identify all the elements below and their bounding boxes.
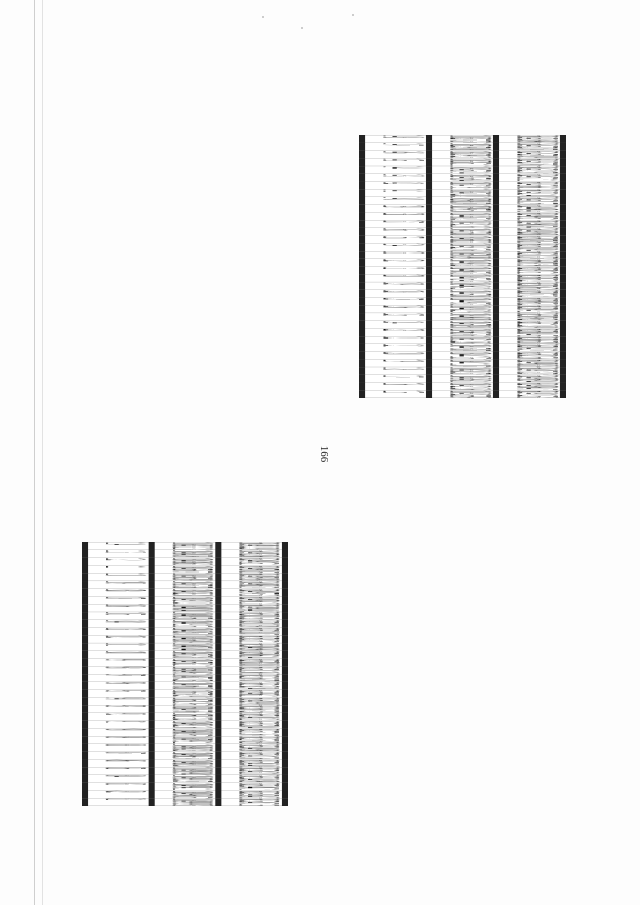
table-cell-x: 1083457.14 <box>429 166 496 174</box>
table-cell-number: 118 <box>362 367 429 375</box>
table-cell-y: 3625240.96 <box>218 744 285 752</box>
table-cell-y: 3625247.15 <box>218 798 285 806</box>
table-cell-x: 1084356.77 <box>152 565 219 573</box>
table-cell-number: 97 <box>85 674 152 682</box>
table-cell-x: 1084419.15 <box>152 620 219 628</box>
table-column-x <box>429 135 496 398</box>
table-cell-y: 3625083.08 <box>218 658 285 666</box>
table-cell-x: 1084325.59 <box>429 390 496 398</box>
table-cell-x: 1084982.16 <box>152 721 219 729</box>
table-cell-x: 1084584.96 <box>152 666 219 674</box>
table-cell-number: 82 <box>85 790 152 798</box>
table-cell-number: 101 <box>85 643 152 651</box>
table-cell-number: 117 <box>362 375 429 383</box>
table-cell-x: 1084428.70 <box>152 627 219 635</box>
table-cell-number: 143 <box>362 174 429 182</box>
table-cell-x: 1084799.11 <box>152 736 219 744</box>
table-cell-y: 3624527.09 <box>496 151 563 159</box>
right-coordinate-table <box>359 135 566 398</box>
table-cell-y: 3625078.63 <box>496 282 563 290</box>
table-cell-x: 1084530.98 <box>429 321 496 329</box>
table-cell-number: 146 <box>362 151 429 159</box>
table-cell-number: 120 <box>362 352 429 360</box>
table-cell-y: 3624906.47 <box>496 382 563 390</box>
table-cell-x: 1084509.89 <box>429 251 496 259</box>
table-cell-y: 3624521.40 <box>496 189 563 197</box>
table-cell-y: 3624521.97 <box>496 166 563 174</box>
table-cell-number: 107 <box>85 596 152 604</box>
table-cell-x: 1084409.58 <box>152 612 219 620</box>
table-cell-y: 3624959.89 <box>218 573 285 581</box>
table-cell-number: 87 <box>85 752 152 760</box>
table-cell-x: 1084772.38 <box>152 674 219 682</box>
table-cell-y: 3625267.25 <box>218 705 285 713</box>
table-cell-y: 3624496.43 <box>496 205 563 213</box>
table-cell-y: 3625002.52 <box>218 612 285 620</box>
table-cell-number: 131 <box>362 267 429 275</box>
table-cell-y: 3624936.94 <box>496 375 563 383</box>
table-cell-x: 1083279.23 <box>429 151 496 159</box>
table-cell-x: 1084441.35 <box>429 352 496 360</box>
table-cell-y: 3625243.10 <box>218 767 285 775</box>
table-cell-x: 1084400.40 <box>152 604 219 612</box>
table-cell-x: 1084411.07 <box>429 359 496 367</box>
table-cell-x: 1084503.78 <box>152 651 219 659</box>
table-cell-x: 1083997.50 <box>429 205 496 213</box>
table-cell-number: 115 <box>362 390 429 398</box>
table-cell-y: 3625103.37 <box>496 251 563 259</box>
table-cell-number: 104 <box>85 620 152 628</box>
table-cell-number: 89 <box>85 736 152 744</box>
table-cell-x: 1084521.76 <box>429 243 496 251</box>
table-cell-y: 3625042.71 <box>496 344 563 352</box>
table-cell-number: 144 <box>362 166 429 174</box>
table-cell-y: 3625071.72 <box>496 290 563 298</box>
table-cell-y: 3624527.76 <box>496 158 563 166</box>
table-cell-number: 106 <box>85 604 152 612</box>
table-cell-number: 109 <box>85 581 152 589</box>
table-cell-y: 3624517.11 <box>496 174 563 182</box>
table-cell-number: 96 <box>85 682 152 690</box>
table-cell-x: 1084992.27 <box>152 775 219 783</box>
table-cell-y: 3625167.07 <box>218 674 285 682</box>
table-cell-x: 1083472.02 <box>429 189 496 197</box>
table-cell-x: 1084563.76 <box>429 328 496 336</box>
table-cell-x: 1085337.29 <box>152 690 219 698</box>
table-cell-y: 3624516.61 <box>496 181 563 189</box>
table-cell-y: 3625429.98 <box>218 697 285 705</box>
table-cell-number: 112 <box>85 558 152 566</box>
table-cell-number: 122 <box>362 336 429 344</box>
table-cell-y: 3624982.68 <box>496 228 563 236</box>
right-coordinate-table-wrap <box>365 135 640 398</box>
table-column-number <box>85 542 152 806</box>
table-cell-y: 3624932.06 <box>218 550 285 558</box>
table-cell-y: 3624986.13 <box>218 596 285 604</box>
table-cell-number: 128 <box>362 290 429 298</box>
table-cell-number: 105 <box>85 612 152 620</box>
table-cell-x: 1084348.72 <box>429 212 496 220</box>
table-cell-y: 3625248.13 <box>218 713 285 721</box>
table-cell-x: 1084436.09 <box>152 635 219 643</box>
table-cell-y: 3624950.85 <box>218 565 285 573</box>
table-cell-x: 1083277.37 <box>429 135 496 143</box>
table-cell-x: 1083279.08 <box>429 143 496 151</box>
table-cell-x: 1084486.73 <box>429 267 496 275</box>
table-cell-number: 138 <box>362 212 429 220</box>
table-cell-y: 3625108.94 <box>496 243 563 251</box>
table-cell-y: 3625066.14 <box>218 651 285 659</box>
table-cell-number: 126 <box>362 305 429 313</box>
table-cell-x: 1085047.76 <box>152 705 219 713</box>
table-cell-number: 119 <box>362 359 429 367</box>
table-cell-x: 1083988.70 <box>429 197 496 205</box>
table-cell-y: 3625176.39 <box>218 736 285 744</box>
table-cell-y: 3624941.51 <box>218 558 285 566</box>
scan-speck <box>352 14 354 16</box>
table-cell-y: 3624998.38 <box>496 359 563 367</box>
table-column-y <box>496 135 563 398</box>
table-cell-x: 1084464.21 <box>429 282 496 290</box>
table-cell-x: 1084996.05 <box>152 790 219 798</box>
table-cell-y: 3625023.51 <box>218 635 285 643</box>
table-cell-x: 1084382.30 <box>152 589 219 597</box>
table-cell-x: 1084984.23 <box>152 744 219 752</box>
table-column-y <box>218 542 285 806</box>
binding-edge-line <box>34 0 35 905</box>
table-cell-number: 99 <box>85 658 152 666</box>
table-cell-x: 1084994.11 <box>152 783 219 791</box>
left-coordinate-table-wrap <box>88 542 494 806</box>
table-cell-number: 116 <box>362 382 429 390</box>
table-cell-x: 1084382.37 <box>429 367 496 375</box>
table-cell-number: 95 <box>85 690 152 698</box>
left-coordinate-table <box>82 542 288 806</box>
table-cell-y: 3624977.53 <box>218 589 285 597</box>
table-cell-y: 3625456.31 <box>218 690 285 698</box>
table-cell-y: 3625162.74 <box>218 682 285 690</box>
table-cell-number: 93 <box>85 705 152 713</box>
table-cell-number: 125 <box>362 313 429 321</box>
table-cell-y: 3624526.96 <box>496 135 563 143</box>
table-cell-number: 142 <box>362 181 429 189</box>
table-cell-number: 102 <box>85 635 152 643</box>
table-cell-x: 1084365.09 <box>152 573 219 581</box>
table-cell-y: 3625235.04 <box>218 721 285 729</box>
table-cell-y: 3625097.62 <box>496 313 563 321</box>
table-cell-y: 3625112.89 <box>496 321 563 329</box>
table-cell-number: 86 <box>85 759 152 767</box>
table-cell-x: 1084486.80 <box>429 313 496 321</box>
table-cell-y: 3625245.43 <box>218 790 285 798</box>
table-cell-x: 1084776.80 <box>152 682 219 690</box>
table-cell-number: 88 <box>85 744 152 752</box>
table-cell-y: 3624989.51 <box>496 212 563 220</box>
binding-edge-line-inner <box>42 0 43 905</box>
table-cell-x: 1084482.19 <box>429 305 496 313</box>
table-cell-x: 1084449.73 <box>429 297 496 305</box>
table-cell-x: 1084346.81 <box>429 375 496 383</box>
table-cell-y: 3624973.27 <box>496 367 563 375</box>
table-cell-y: 3625242.89 <box>218 775 285 783</box>
table-cell-y: 3624968.71 <box>218 581 285 589</box>
table-cell-number: 110 <box>85 573 152 581</box>
table-cell-x: 1084321.16 <box>429 220 496 228</box>
scan-speck <box>301 27 303 29</box>
table-cell-number: 92 <box>85 713 152 721</box>
page-number: 166 <box>318 445 330 463</box>
table-cell-y: 3625010.39 <box>218 620 285 628</box>
table-cell-y: 3625085.22 <box>496 274 563 282</box>
table-cell-y: 3625091.51 <box>496 267 563 275</box>
table-cell-x: 1083457.64 <box>429 174 496 182</box>
table-column-number <box>362 135 429 398</box>
table-cell-x: 1083471.91 <box>429 181 496 189</box>
table-cell-number: 84 <box>85 775 152 783</box>
table-cell-y: 3625241.76 <box>218 752 285 760</box>
table-cell-number: 83 <box>85 783 152 791</box>
table-cell-number: 90 <box>85 728 152 736</box>
table-cell-x: 1084538.31 <box>152 658 219 666</box>
table-cell-y: 3625046.96 <box>218 643 285 651</box>
table-cell-x: 1084391.22 <box>152 596 219 604</box>
table-cell-x: 1084498.32 <box>429 259 496 267</box>
table-cell-number: 121 <box>362 344 429 352</box>
table-cell-x: 1084348.63 <box>152 558 219 566</box>
table-cell-y: 3625065.30 <box>496 336 563 344</box>
table-cell-number: 113 <box>85 550 152 558</box>
table-cell-number: 108 <box>85 589 152 597</box>
table-cell-x: 1083305.11 <box>429 158 496 166</box>
table-cell-x: 1084986.37 <box>152 752 219 760</box>
table-cell-number: 81 <box>85 798 152 806</box>
table-cell-number: 148 <box>362 135 429 143</box>
table-cell-number: 124 <box>362 321 429 329</box>
table-cell-y: 3624960.74 <box>496 220 563 228</box>
table-cell-number: 140 <box>362 197 429 205</box>
table-cell-y: 3625097.59 <box>496 259 563 267</box>
table-cell-y: 3624994.42 <box>218 604 285 612</box>
table-cell-x: 1084321.26 <box>429 382 496 390</box>
table-cell-x: 1084373.50 <box>152 581 219 589</box>
table-cell-number: 100 <box>85 651 152 659</box>
table-cell-x: 1084453.08 <box>429 290 496 298</box>
table-cell-number: 130 <box>362 274 429 282</box>
table-cell-x: 1085301.95 <box>152 697 219 705</box>
table-cell-y: 3625018.07 <box>218 627 285 635</box>
table-cell-number: 98 <box>85 666 152 674</box>
table-cell-number: 103 <box>85 627 152 635</box>
table-cell-number: 91 <box>85 721 152 729</box>
table-cell-y: 3625242.48 <box>218 759 285 767</box>
table-cell-x: 1084340.78 <box>152 550 219 558</box>
table-cell-x: 1084368.33 <box>429 236 496 244</box>
table-cell-y: 3624912.53 <box>496 390 563 398</box>
table-cell-y: 3624922.29 <box>218 542 285 550</box>
table-cell-number: 139 <box>362 205 429 213</box>
table-cell-number: 145 <box>362 158 429 166</box>
scan-speck <box>262 16 264 18</box>
table-cell-number: 123 <box>362 328 429 336</box>
table-cell-number: 133 <box>362 251 429 259</box>
table-cell-x: 1084475.43 <box>429 274 496 282</box>
table-cell-x: 1084988.20 <box>152 759 219 767</box>
table-cell-y: 3625069.52 <box>496 297 563 305</box>
table-cell-y: 3625094.13 <box>496 305 563 313</box>
table-cell-x: 1084989.94 <box>152 767 219 775</box>
table-cell-x: 1084335.08 <box>429 228 496 236</box>
table-cell-x: 1084333.13 <box>152 542 219 550</box>
table-cell-x: 1084473.07 <box>429 344 496 352</box>
table-cell-number: 136 <box>362 228 429 236</box>
table-cell-number: 94 <box>85 697 152 705</box>
table-cell-number: 147 <box>362 143 429 151</box>
table-cell-y: 3625021.56 <box>496 352 563 360</box>
table-cell-x: 1084860.95 <box>152 728 219 736</box>
table-cell-y: 3625088.45 <box>496 328 563 336</box>
table-cell-number: 135 <box>362 236 429 244</box>
table-cell-number: 141 <box>362 189 429 197</box>
table-cell-y: 3625244.71 <box>218 783 285 791</box>
table-cell-number: 132 <box>362 259 429 267</box>
table-cell-number: 129 <box>362 282 429 290</box>
table-cell-y: 3624501.75 <box>496 197 563 205</box>
table-cell-number: 111 <box>85 565 152 573</box>
table-cell-number: 127 <box>362 297 429 305</box>
table-cell-x: 1084512.26 <box>429 336 496 344</box>
table-cell-number: 114 <box>85 542 152 550</box>
table-cell-y: 3625007.85 <box>496 236 563 244</box>
table-cell-y: 3625171.67 <box>218 728 285 736</box>
table-cell-x: 1084999.93 <box>152 798 219 806</box>
table-cell-y: 3624527.07 <box>496 143 563 151</box>
table-cell-number: 85 <box>85 767 152 775</box>
table-cell-y: 3625101.68 <box>218 666 285 674</box>
table-cell-number: 137 <box>362 220 429 228</box>
table-cell-x: 1084470.44 <box>152 643 219 651</box>
table-column-x <box>152 542 219 806</box>
table-cell-number: 134 <box>362 243 429 251</box>
table-cell-x: 1085013.52 <box>152 713 219 721</box>
